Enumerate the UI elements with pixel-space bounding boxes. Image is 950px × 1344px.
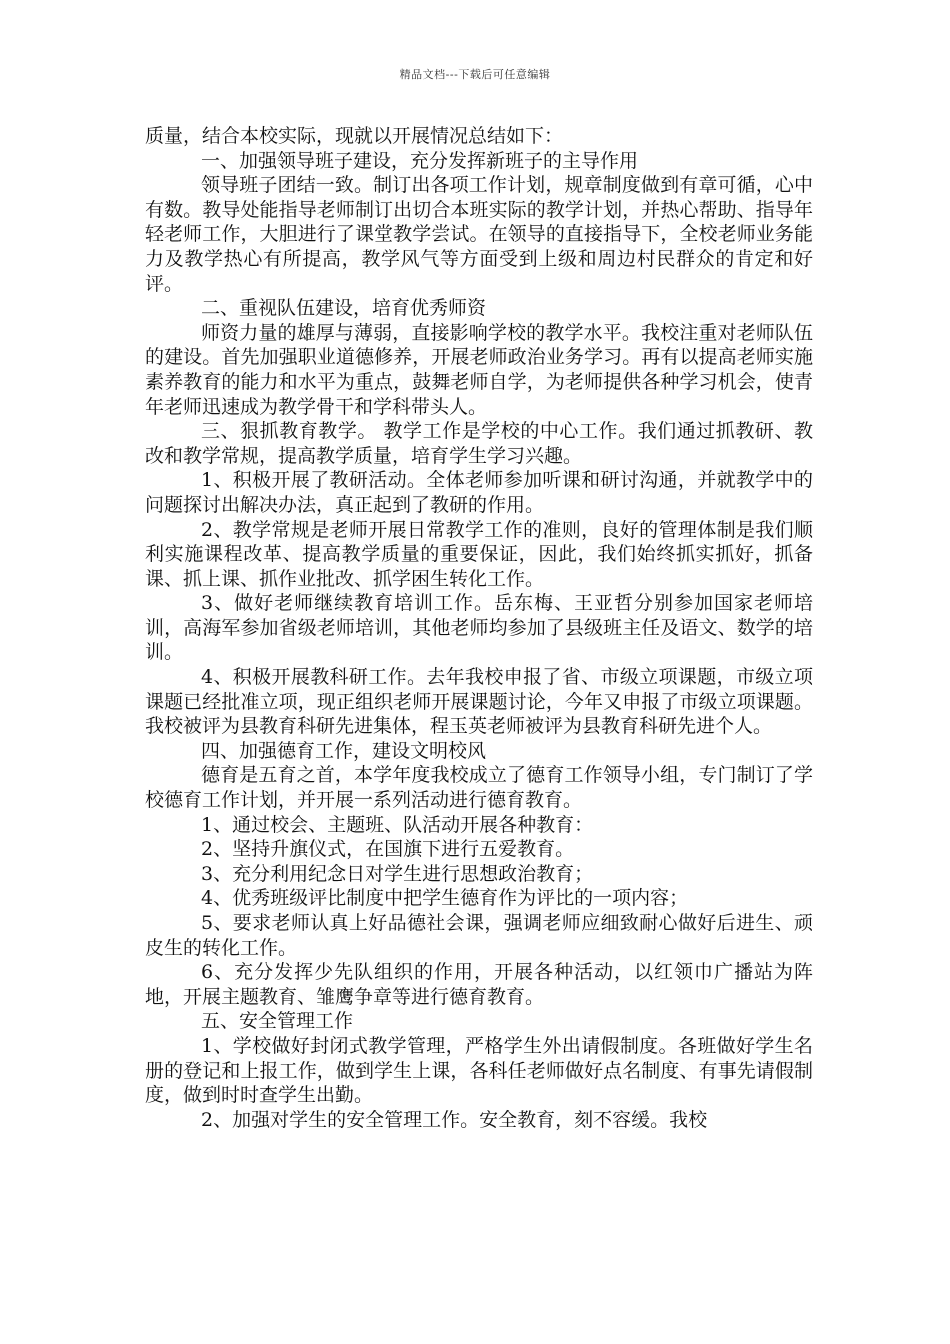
list-item-moral-6: 6、充分发挥少先队组织的作用，开展各种活动，以红领巾广播站为阵地，开展主题教育、雏鹰争章等进行德育教育。 <box>145 961 813 1008</box>
list-item-safety-1: 1、学校做好封闭式教学管理，严格学生外出请假制度。各班做好学生名册的登记和上报工作，做到学生上课，各科任老师做好点名制度、有事先请假制度，做到时时查学生出勤。 <box>145 1034 813 1107</box>
list-item-teaching-3: 3、做好老师继续教育培训工作。岳东梅、王亚哲分别参加国家老师培训，高海军参加省级老师培训，其他老师均参加了县级班主任及语文、数学的培训。 <box>145 592 813 664</box>
page-header: 精品文档---下载后可任意编辑 <box>399 68 551 81</box>
list-item-moral-5: 5、要求老师认真上好品德社会课，强调老师应细致耐心做好后进生、顽皮生的转化工作。 <box>145 912 813 959</box>
section-heading-3: 三、狠抓教育教学。 教学工作是学校的中心工作。我们通过抓教研、教改和教学常规，提高教学质量，培育学生学习兴趣。 <box>145 420 813 467</box>
paragraph-teachers: 师资力量的雄厚与薄弱，直接影响学校的教学水平。我校注重对老师队伍的建设。首先加强职业道德修养，开展老师政治业务学习。再有以提高老师实施素养教育的能力和水平为重点，鼓舞老师自学，为老师提供各种学习机会，使青年老师迅速成为教学骨干和学科带头人。 <box>145 321 813 418</box>
list-item-teaching-4: 4、积极开展教科研工作。去年我校申报了省、市级立项课题，市级立项课题已经批准立项，现正组织老师开展课题讨论，今年又申报了市级立项课题。我校被评为县教育科研先进集体，程玉英老师被评为县教育科研先进个人。 <box>145 666 813 738</box>
list-item-teaching-2: 2、教学常规是老师开展日常教学工作的准则，良好的管理体制是我们顺利实施课程改革、提高教学质量的重要保证，因此，我们始终抓实抓好，抓备课、抓上课、抓作业批改、抓学困生转化工作。 <box>145 518 813 590</box>
section-heading-2: 二、重视队伍建设，培育优秀师资 <box>201 297 487 320</box>
paragraph-intro: 质量，结合本校实际，现就以开展情况总结如下： <box>145 125 564 147</box>
list-item-moral-3: 3、充分利用纪念日对学生进行思想政治教育； <box>201 862 594 885</box>
section-heading-1: 一、加强领导班子建设，充分发挥新班子的主导作用 <box>201 149 639 172</box>
paragraph-moral: 德育是五育之首，本学年度我校成立了德育工作领导小组，专门制订了学校德育工作计划，并开展一系列活动进行德育教育。 <box>145 764 813 812</box>
paragraph-leadership: 领导班子团结一致。制订出各项工作计划，规章制度做到有章可循，心中有数。教导处能指导老师制订出切合本班实际的教学计划，并热心帮助、指导年轻老师工作，大胆进行了课堂教学尝试。在领导的直接指导下，全校老师业务能力及教学热心有所提高，教学风气等方面受到上级和周边村民群众的肯定和好评。 <box>145 174 813 295</box>
section-heading-4: 四、加强德育工作，建设文明校风 <box>201 739 487 762</box>
list-item-moral-2: 2、坚持升旗仪式，在国旗下进行五爱教育。 <box>201 838 575 861</box>
list-item-moral-4: 4、优秀班级评比制度中把学生德育作为评比的一项内容； <box>201 887 689 910</box>
section-heading-5: 五、安全管理工作 <box>201 1010 354 1033</box>
list-item-teaching-1: 1、积极开展了教研活动。全体老师参加听课和研讨沟通，并就教学中的问题探讨出解决办法，真正起到了教研的作用。 <box>145 469 813 516</box>
list-item-moral-1: 1、通过校会、主题班、队活动开展各种教育： <box>201 813 594 836</box>
list-item-safety-2: 2、加强对学生的安全管理工作。安全教育，刻不容缓。我校 <box>201 1108 708 1131</box>
document-body <box>145 124 813 1132</box>
